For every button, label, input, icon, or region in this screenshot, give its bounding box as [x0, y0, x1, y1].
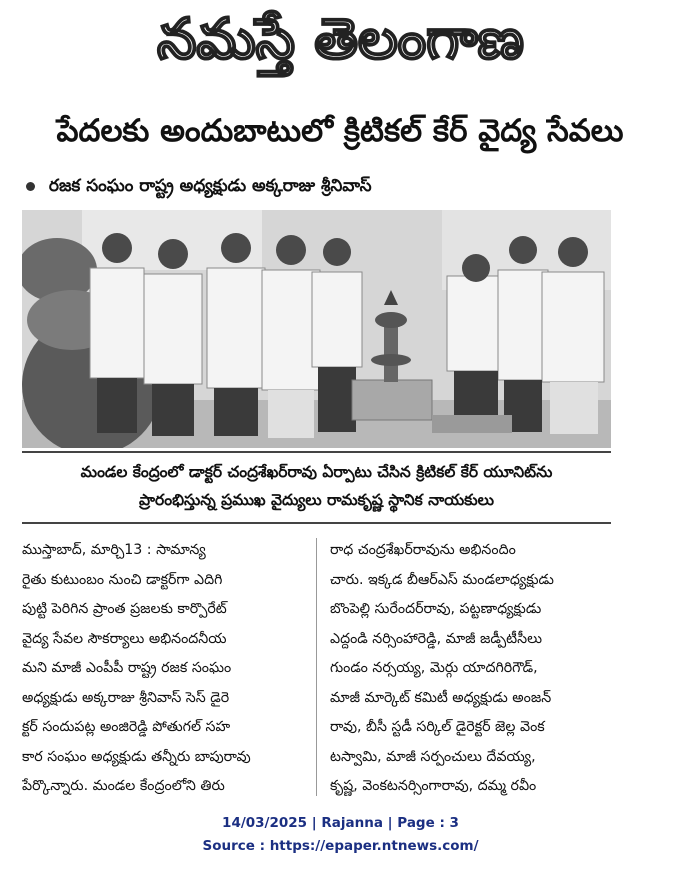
article-subheadline	[26, 172, 626, 200]
article-line: క్టర్ సందుపట్ల అంజిరెడ్డి పోతుగల్ సహ	[22, 719, 231, 735]
article-line: పేర్కొన్నారు. మండల కేంద్రంలోని తిరు	[22, 778, 225, 794]
news-photo	[22, 210, 611, 448]
article-line: మని మాజీ ఎంపీపీ రాష్ట్ర రజక సంఘం	[22, 660, 232, 676]
footer-date-edition: 14/03/2025 | Rajanna | Page : 3	[222, 815, 459, 831]
article-line: కృష్ణ, వెంకటనర్సింగారావు, దమ్మ రవీం	[330, 778, 537, 794]
caption-bottom-rule	[22, 522, 611, 524]
article-line: బొంపెల్లి సురేందర్‌రావు, పట్టణాధ్యక్షుడు	[330, 601, 542, 617]
article-line: మాజీ మార్కెట్ కమిటీ అధ్యక్షుడు అంజన్	[330, 689, 552, 706]
article-line: చారు. ఇక్కడ బీఆర్‌ఎస్ మండలాధ్యక్షుడు	[330, 571, 554, 588]
article-line: ఎద్దండి నర్సింహారెడ్డి, మాజీ జడ్పీటీసీలు	[330, 630, 543, 647]
caption-top-rule	[22, 451, 611, 453]
article-line: కార సంఘం అధ్యక్షుడు తన్నీరు బాపురావు	[22, 748, 251, 765]
article-line: వైద్య సేవల సౌకర్యాలు అభినందనీయ	[22, 630, 227, 647]
article-line: రైతు కుటుంబం నుంచి డాక్టర్‌గా ఎదిగి	[22, 571, 223, 588]
article-line: అధ్యక్షుడు అక్కరాజు శ్రీనివాస్ సెస్ డైరె	[22, 689, 230, 706]
article-line: రాధ చంద్రశేఖర్‌రావును అభినందిం	[330, 542, 516, 558]
newspaper-masthead: నమస్తే తెలంగాణ	[157, 6, 524, 72]
article-line: టస్వామి, మాజీ సర్పంచులు దేవయ్య,	[330, 748, 536, 765]
photo-caption	[22, 458, 611, 518]
article-line: పుట్టి పెరిగిన ప్రాంత ప్రజలకు కార్పొరేట్	[22, 601, 227, 617]
footer-source: Source : https://epaper.ntnews.com/	[202, 838, 479, 854]
article-line: రావు, బీసీ స్టడీ సర్కిల్ డైరెక్టర్ జెల్ల వెంక	[330, 719, 545, 735]
article-column-right	[330, 536, 620, 798]
caption-line: మండల కేంద్రంలో డాక్టర్ చంద్రశేఖర్‌రావు ఏర్పాటు చేసిన క్రిటికల్ కేర్ యూనిట్‌ను	[80, 463, 553, 481]
article-headline: పేదలకు అందుబాటులో క్రిటికల్ కేర్ వైద్య సేవలు	[56, 113, 624, 149]
article-column-left	[22, 536, 312, 798]
bullet-icon	[26, 182, 35, 191]
column-divider	[316, 538, 317, 796]
article-line: గుండం నర్సయ్య, మెర్గు యాదగిరిగౌడ్,	[330, 660, 538, 676]
article-line: ముస్తాబాద్, మార్చి13 : సామాన్య	[22, 542, 206, 558]
subheadline-text: రజక సంఘం రాష్ట్ర అధ్యక్షుడు అక్కరాజు శ్రీనివాస్	[48, 176, 372, 196]
news-photo-illustration	[22, 210, 611, 448]
caption-line: ప్రారంభిస్తున్న ప్రముఖ వైద్యులు రామకృష్ణ స్థానిక నాయకులు	[139, 491, 494, 509]
